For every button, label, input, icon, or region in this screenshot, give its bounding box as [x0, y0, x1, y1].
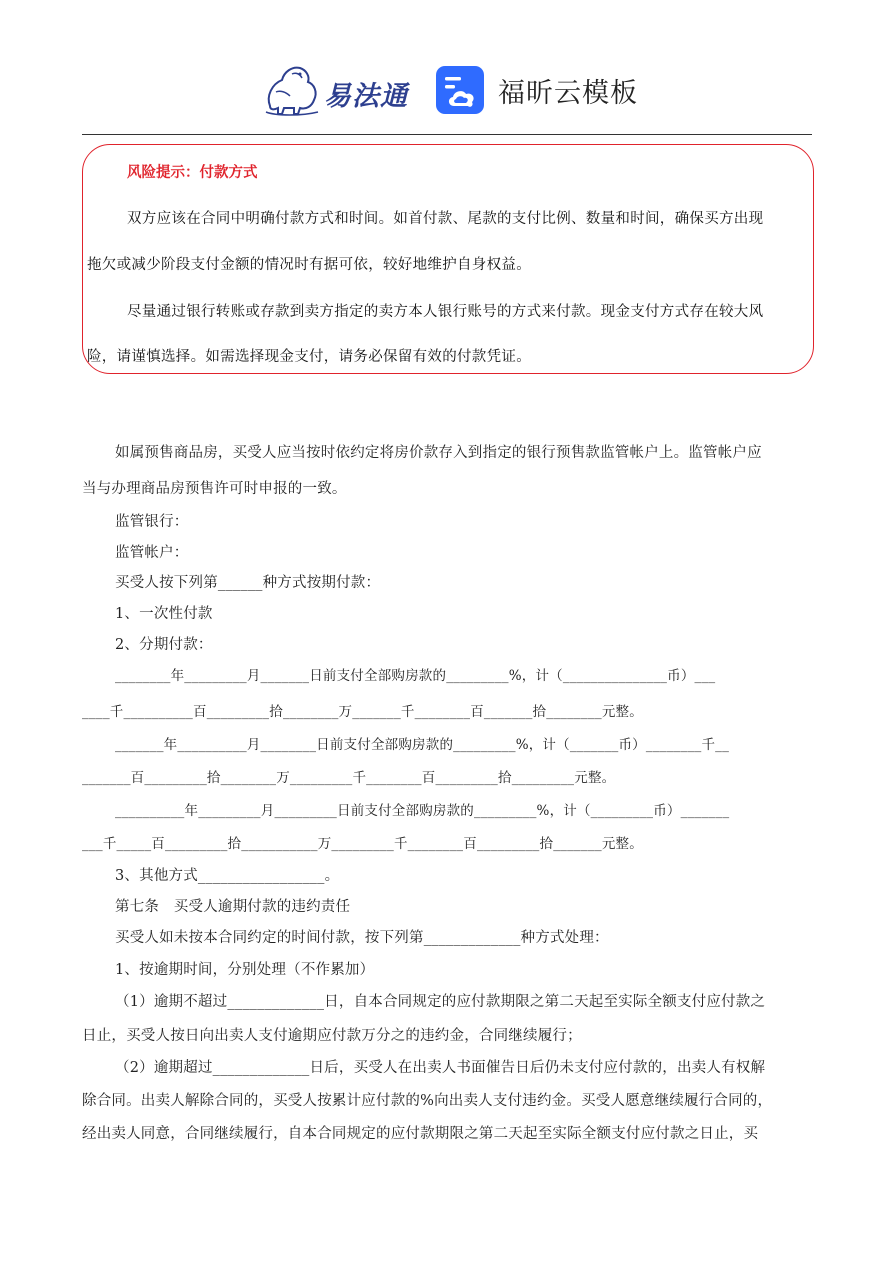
body-line: __________年_________月_________日前支付全部购房款的_________%，计（_________币）_______	[115, 803, 730, 819]
body-line: 如属预售商品房，买受人应当按时依约定将房价款存入到指定的银行预售款监管帐户上。监管帐户应	[115, 445, 762, 461]
body-line: ________年_________月_______日前支付全部购房款的_________%，计（_______________币）___	[115, 668, 716, 684]
risk-notice-box	[82, 144, 814, 374]
header-logos	[0, 60, 893, 124]
risk-title: 风险提示：付款方式	[127, 165, 258, 181]
body-line: 当与办理商品房预售许可时申报的一致。	[82, 481, 347, 497]
section-heading: 第七条 买受人逾期付款的违约责任	[115, 899, 351, 915]
yifatong-logo	[262, 62, 422, 118]
body-line: 1、一次性付款	[115, 606, 213, 622]
risk-line: 拖欠或减少阶段支付金额的情况时有据可依，较好地维护自身权益。	[87, 257, 531, 273]
body-line: 经出卖人同意，合同继续履行，自本合同规定的应付款期限之第二天起至实际全额支付应付款之日止，买	[82, 1126, 759, 1142]
body-line: ____千__________百_________拾________万_______千________百_______拾________元整。	[82, 704, 643, 720]
body-line: 除合同。出卖人解除合同的，买受人按累计应付款的%向出卖人支付违约金。买受人愿意继续履行合同的，	[82, 1093, 773, 1109]
body-line: 3、其他方式_________________。	[115, 868, 340, 884]
header-divider	[82, 134, 812, 135]
body-line: （2）逾期超过_____________日后，买受人在出卖人书面催告日后仍未支付应付款的，出卖人有权解	[115, 1060, 766, 1076]
logo1-text: 易法通	[324, 81, 408, 112]
body-line: ___千_____百_________拾___________万_________千________百_________拾_______元整。	[82, 836, 643, 852]
risk-line: 险，请谨慎选择。如需选择现金支付，请务必保留有效的付款凭证。	[87, 349, 531, 365]
body-line: 买受人按下列第______种方式按期付款：	[115, 575, 381, 591]
body-line: 2、分期付款：	[115, 637, 213, 653]
risk-line: 双方应该在合同中明确付款方式和时间。如首付款、尾款的支付比例、数量和时间，确保买方出现	[127, 211, 764, 227]
qilin-icon	[262, 62, 324, 118]
body-line: 监管帐户：	[115, 545, 189, 561]
body-line: 监管银行：	[115, 514, 189, 530]
body-line: 日止，买受人按日向出卖人支付逾期应付款万分之的违约金，合同继续履行；	[82, 1028, 582, 1044]
body-line: 买受人如未按本合同约定的时间付款，按下列第_____________种方式处理：	[115, 930, 609, 946]
body-line: （1）逾期不超过_____________日，自本合同规定的应付款期限之第二天起至实际全额支付应付款之	[115, 994, 766, 1010]
body-line: _______百_________拾________万_________千________百_________拾_________元整。	[82, 770, 616, 786]
foxit-cloud-icon	[436, 66, 484, 114]
logo2-text: 福昕云模板	[498, 78, 638, 109]
body-line: _______年__________月________日前支付全部购房款的_________%，计（_______币）________千__	[115, 737, 730, 753]
body-line: 1、按逾期时间，分别处理（不作累加）	[115, 962, 375, 978]
risk-line: 尽量通过银行转账或存款到卖方指定的卖方本人银行账号的方式来付款。现金支付方式存在较大风	[127, 304, 764, 320]
